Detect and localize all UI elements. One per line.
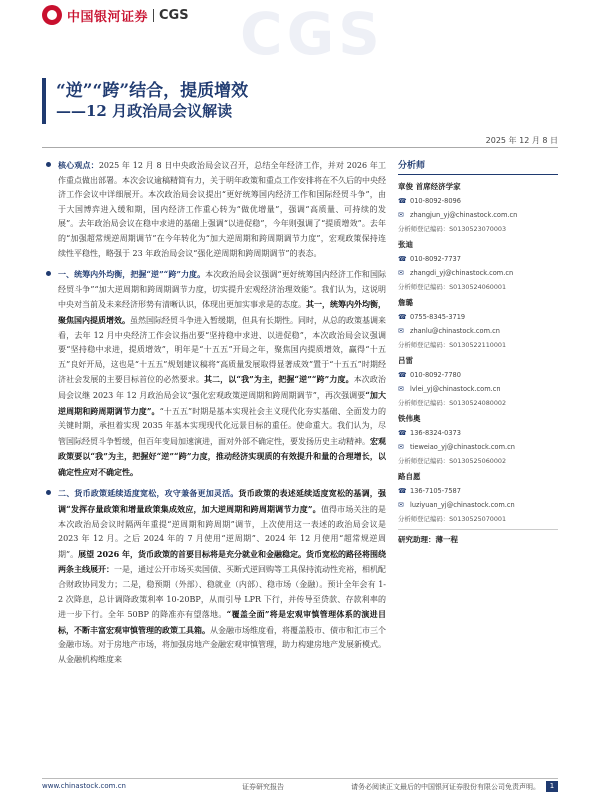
section-2-emphasis: 展望 2026 年，货币政策的首要目标将是充分就业和金融稳定。货币宽松的路径将围绕两条主线展开： (58, 548, 386, 575)
report-date: 2025 年 12 月 8 日 (485, 136, 558, 145)
section-1-emphasis: 其一，统筹内外均衡，聚焦国内提质增效。 (58, 299, 386, 325)
footer-label: 证券研究报告 (242, 783, 284, 791)
section-1-heading: 一、统筹内外均衡，把握“逆”“跨”力度。 (58, 269, 206, 280)
bullet-icon (46, 490, 51, 495)
analyst-email[interactable]: lvlei_yj@chinastock.com.cn (410, 385, 501, 393)
logo-mark-icon (42, 5, 62, 25)
sidebar-title: 分析师 (398, 158, 558, 175)
analyst-card (398, 413, 558, 466)
report-footer (42, 782, 558, 794)
logo-text-cn: 中国银河证券 (67, 9, 149, 25)
analyst-card (398, 297, 558, 350)
page-number: 1 (546, 781, 558, 792)
analyst-cert: 分析师登记编码：S0130522110001 (398, 341, 507, 349)
analyst-name: 张迪 (398, 240, 413, 249)
analyst-cert: 分析师登记编码：S0130524080002 (398, 399, 507, 407)
analyst-email-row (398, 385, 558, 394)
analyst-email[interactable]: zhanlu@chinastock.com.cn (410, 327, 500, 335)
core-view-text: 2025 年 12 月 8 日中央政治局会议召开，总结全年经济工作，并对 2026 年工作重点做出部署。本次会议逾稿精简有力，关于明年政策和重点工作安排将在不久后的中央经济工作会议中详细展开。本次政治局会议提出“更好统筹国内经济工作和国际经贸斗争”，由于大国博弈进入缓和期，国内经济工作重心转为“做优增量”，强调“高质量、可持续的发展”。去年政治局会议在稳中求进的基础上强调“以进促稳”，今年则强调了“提质增效”。去年的“加强超常规逆周期调节”在今年转化为“加大逆周期和跨周期调节力度”，宏观政策保持连续性平稳性，略强于 23 年政治局会议“强化逆周期和跨周期调节”的表态。 (58, 161, 386, 258)
core-view-paragraph (42, 158, 386, 261)
section-2-emphasis: 货币政策的表述延续适度宽松的基调，强调“发挥存量政策和增量政策集成效应，加大逆周期和跨周期调节力度”。 (58, 488, 386, 515)
main-content (42, 158, 386, 768)
analyst-phone: 010-8092-7737 (410, 255, 461, 263)
phone-icon: ☎ (398, 197, 407, 205)
section-1-text: 本次政治局会议强调“更好统筹国内经济工作和国际经贸斗争”“加大逆周期和跨周期调节力度，切实提升宏观经济治理效能”。我们认为，这说明中央对当前及未来经济形势有清晰认识，体现出更加实事求是的态度。 (58, 270, 386, 310)
section-1-text: 本次政治局会议继 2023 年 12 月政治局会议“强化宏观政策逆周期和跨周期调节”，再次强调要 (58, 375, 386, 400)
logo-divider (153, 9, 154, 22)
analyst-name: 章俊 首席经济学家 (398, 182, 461, 191)
section-2-text: 值得市场关注的是本次政治局会议时隔两年重提“逆周期和跨周期”调节，上次使用这一表述的政治局会议是 2023 年 12 月。之后 2024 年的 7 月使用“逆周期”、2024 年 12 月使用“超常规逆周期”。 (58, 505, 386, 559)
analyst-cert: 分析师登记编码：S0130523070003 (398, 225, 507, 233)
analyst-cert: 分析师登记编码：S0130525070001 (398, 515, 507, 523)
section-2-paragraph (42, 486, 386, 667)
bullet-icon (46, 162, 51, 167)
section-2-heading: 二、货币政策延续适度宽松，攻守兼备更加灵活。 (58, 488, 239, 499)
footer-divider (42, 778, 558, 779)
phone-icon: ☎ (398, 429, 407, 437)
section-1-paragraph (42, 267, 386, 480)
email-icon: ✉ (398, 443, 404, 451)
bullet-icon (46, 271, 51, 276)
analyst-phone: 0755-8345-3719 (410, 313, 466, 321)
analyst-name: 吕雷 (398, 356, 413, 365)
email-icon: ✉ (398, 385, 404, 393)
phone-icon: ☎ (398, 255, 407, 263)
company-logo (42, 4, 189, 26)
analyst-email[interactable]: zhangdi_yj@chinastock.com.cn (410, 269, 514, 277)
analyst-email[interactable]: tieweiao_yj@chinastock.com.cn (410, 443, 515, 451)
phone-icon: ☎ (398, 487, 407, 495)
analyst-phone: 010-8092-7780 (410, 371, 461, 379)
analyst-name: 路自愿 (398, 472, 421, 481)
core-view-lead: 核心观点： (58, 160, 99, 170)
analyst-email[interactable]: zhangjun_yj@chinastock.com.cn (410, 211, 518, 219)
analyst-sidebar (398, 158, 558, 545)
header-watermark: CGS (240, 0, 384, 68)
footer-website-link[interactable]: www.chinastock.com.cn (42, 782, 126, 790)
analyst-phone-row (398, 255, 558, 264)
header-divider (42, 147, 558, 148)
section-1-text: “十五五”时期是基本实现社会主义现代化夯实基础、全面发力的关键时期，承担着实现 2035 年基本实现现代化远景目标的重任。使命重大。我们认为，尽管国际经贸斗争暂缓，但百年变局加速演进，面对外部不确定性，要发扬历史主动精神。 (58, 406, 386, 446)
analyst-email[interactable]: luziyuan_yj@chinastock.com.cn (410, 501, 515, 509)
analyst-phone-row (398, 371, 558, 380)
analyst-card (398, 355, 558, 408)
section-2-text: 从金融市场维度看，将覆盖股市、债市和汇市三个金融市场。对于房地产市场，将加强房地产金融宏观审慎管理，助力构建房地产发展新模式。从金融机构维度来 (58, 625, 386, 664)
section-1-text: 虽然国际经贸斗争进入暂缓期，但具有长期性。同时，从总的政策基调来看，去年 12 月中央经济工作会议指出要“坚持稳中求进、以进促稳”，本次政治局会议强调要“坚持稳中求进，提质增效”，明年是“十五五”开局之年，聚焦国内提质增效，赢得“十五五”良好开局，这也是“十五五”规划建议稿将“高质量发展取得显著成效”置于“十五五”时期经济社会发展的主要目标首位的必然要求。 (58, 315, 386, 385)
analyst-name: 铁伟奥 (398, 414, 421, 423)
analyst-phone: 136-7105-7587 (410, 487, 461, 495)
report-title: “逆”“跨”结合，提质增效 (56, 81, 249, 101)
section-2-text: 一是，通过公开市场买卖国债、买断式逆回购等工具保持流动性充裕，相机配合财政协同发力；二是，稳预期（外部）、稳就业（内部）、稳市场（金融）。预计全年会有 1-2 次降息，总计调降政策利率 10-20BP，从而引导 LPR 下行，并传导至贷款、存款利率的进一步下行。全年 50BP 的降准亦有望落地。 (58, 565, 386, 620)
email-icon: ✉ (398, 269, 404, 277)
analyst-cert: 分析师登记编码：S0130525060002 (398, 457, 507, 465)
footer-disclaimer: 请务必阅读正文最后的中国银河证券股份有限公司免责声明。 (351, 783, 540, 791)
section-1-emphasis: 宏观政策要以“我”为主，把握好“逆”“跨”力度，推动经济实现质的有效提升和量的合理增长，以确定性应对不确定性。 (58, 435, 386, 477)
analyst-phone: 010-8092-8096 (410, 197, 461, 205)
research-assistant: 研究助理：薄一程 (398, 529, 558, 545)
analyst-card (398, 239, 558, 292)
analyst-name: 詹璐 (398, 298, 413, 307)
analyst-email-row (398, 211, 558, 220)
email-icon: ✉ (398, 211, 404, 219)
logo-text-en: CGS (159, 7, 189, 23)
analyst-phone-row (398, 429, 558, 438)
phone-icon: ☎ (398, 371, 407, 379)
analyst-card (398, 181, 558, 234)
report-subtitle: ——12 月政治局会议解读 (56, 102, 233, 120)
title-accent-bar (42, 78, 46, 124)
analyst-card (398, 471, 558, 524)
email-icon: ✉ (398, 327, 404, 335)
analyst-cert: 分析师登记编码：S0130524060001 (398, 283, 507, 291)
analyst-phone-row (398, 487, 558, 496)
email-icon: ✉ (398, 501, 404, 509)
section-2-emphasis: “覆盖全面”将是宏观审慎管理体系的演进目标，不断丰富宏观审慎管理的政策工具箱。 (58, 609, 386, 635)
analyst-phone-row (398, 313, 558, 322)
analyst-email-row (398, 327, 558, 336)
analyst-email-row (398, 501, 558, 510)
section-1-emphasis: 其二，以“我”为主，把握“逆”“跨”力度。 (203, 374, 354, 385)
section-1-emphasis: “加大逆周期和跨周期调节力度”。 (58, 389, 386, 416)
analyst-phone: 136-8324-0373 (410, 429, 461, 437)
phone-icon: ☎ (398, 313, 407, 321)
analyst-phone-row (398, 197, 558, 206)
analyst-email-row (398, 443, 558, 452)
analyst-email-row (398, 269, 558, 278)
